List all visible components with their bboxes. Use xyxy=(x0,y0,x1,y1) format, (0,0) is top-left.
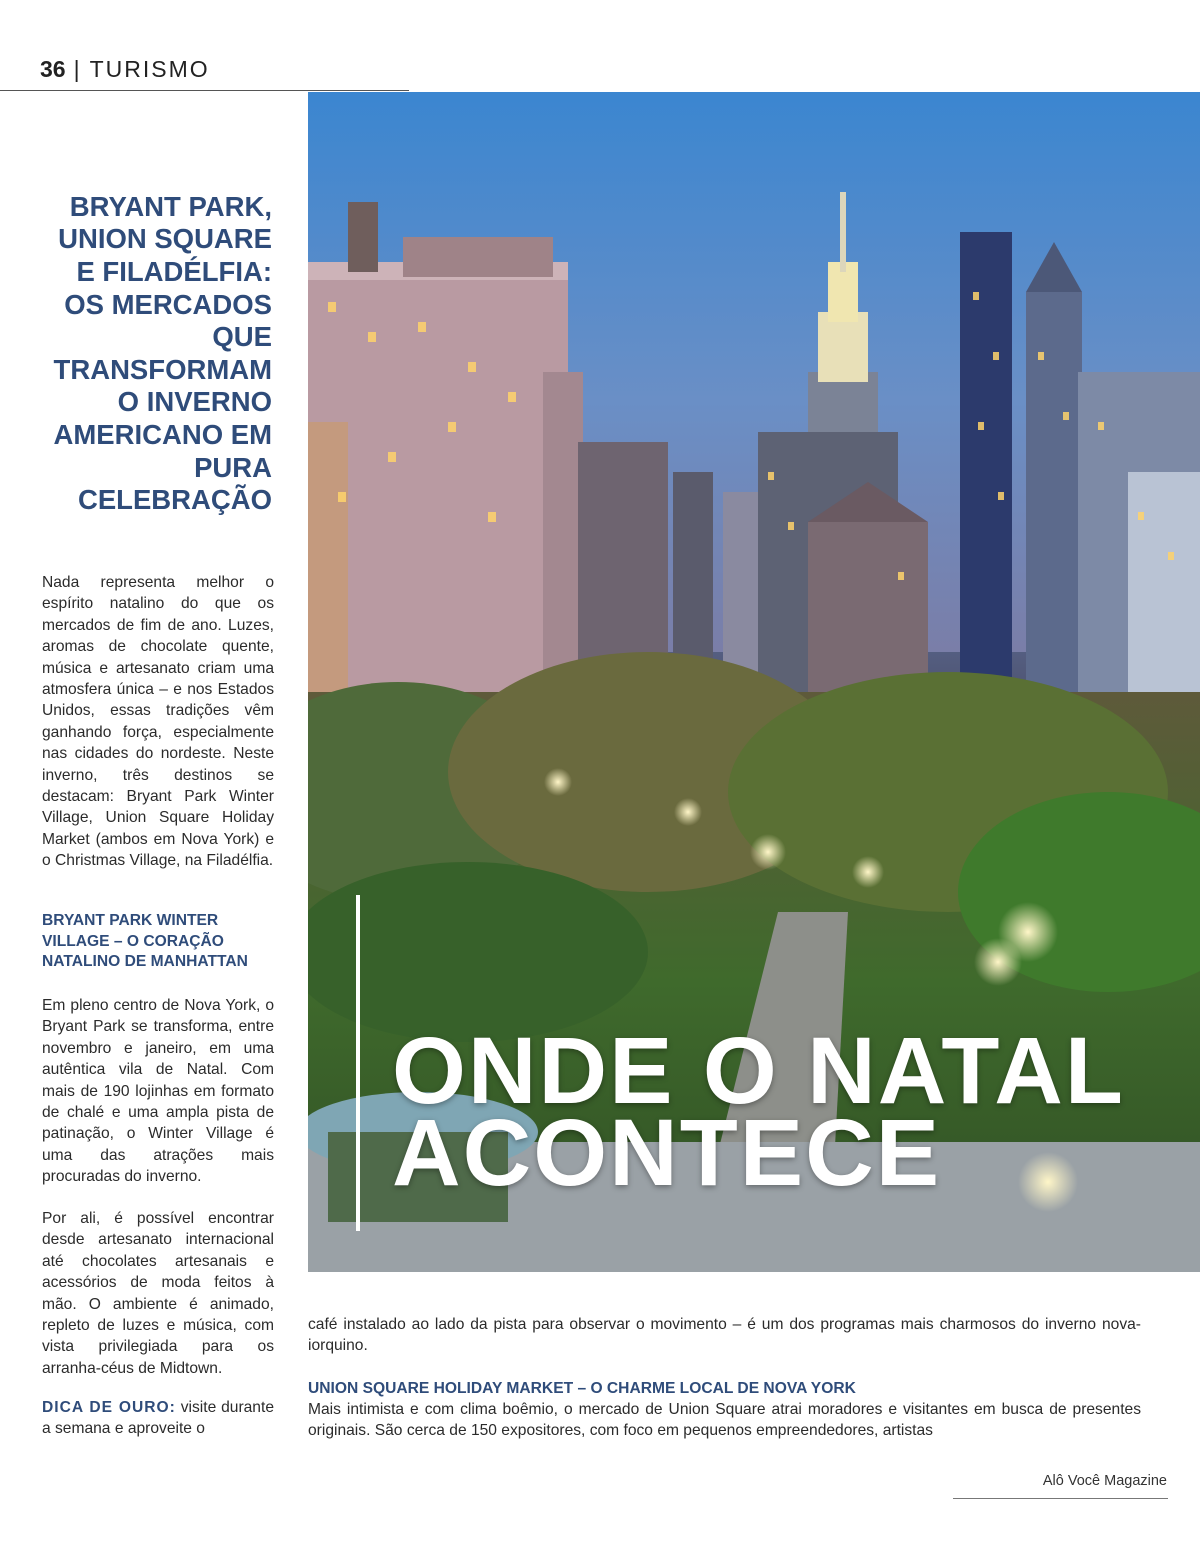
photo-title-line-1: ONDE O NATAL xyxy=(392,1018,1125,1124)
photo-title-accent-bar xyxy=(356,895,360,1231)
tip-text: visite durante a semana e aproveite o xyxy=(42,1399,274,1438)
bryant-park-paragraph-1: Em pleno centro de Nova York, o Bryant Park se transforma, entre novembro e janeiro, em uma autêntica vila de Natal. Com mais de 190 lojinhas em formato de chalé e uma ampla pista de patinação, o Winter Village é uma das atrações mais procuradas do inverno. xyxy=(42,997,274,1186)
union-square-paragraph: Mais intimista e com clima boêmio, o mercado de Union Square atrai moradores e visitantes em busca de presentes originais. São cerca de 150 expositores, com foco em pequenos empreendedores, artistas xyxy=(308,1401,1141,1440)
bryant-park-paragraph-2: Por ali, é possível encontrar desde artesanato internacional até chocolates artesanais e acessórios de moda feitos à mão. O ambiente é animado, repleto de luzes e música, com vista privilegiada para os arranha-céus de Midtown. xyxy=(42,1210,274,1377)
section-heading-union-square: UNION SQUARE HOLIDAY MARKET – O CHARME LOCAL DE NOVA YORK xyxy=(308,1380,856,1397)
magazine-footer: Alô Você Magazine xyxy=(1042,1473,1167,1489)
intro-paragraph: Nada representa melhor o espírito natalino do que os mercados de fim de ano. Luzes, aromas de chocolate quente, música e artesanato criam uma atmosfera única – e nos Estados Unidos, essas tradições vêm ganhando força, especialmente nas cidades do nordeste. Neste inverno, três destinos se destacam: Bryant Park Winter Village, Union Square Holiday Market (ambos em Nova York) e o Christmas Village, na Filadélfia. xyxy=(42,574,274,870)
page-header xyxy=(40,56,210,83)
tip-continuation: café instalado ao lado da pista para observar o movimento – é um dos programas mais charmosos do inverno nova-iorquino. xyxy=(308,1316,1141,1355)
footer-rule xyxy=(953,1498,1168,1499)
photo-title xyxy=(392,1018,1125,1206)
header-rule xyxy=(0,90,409,91)
photo-title-line-2: ACONTECE xyxy=(392,1100,942,1206)
tip-paragraph xyxy=(42,1397,274,1440)
article-headline: BRYANT PARK, UNION SQUARE E FILADÉLFIA: OS MERCADOS QUE TRANSFORMAM O INVERNO AMERICANO EM PURA CELEBRAÇÃO xyxy=(53,190,272,516)
tip-label: DICA DE OURO: xyxy=(42,1399,176,1416)
section-name: TURISMO xyxy=(89,56,210,82)
section-heading-bryant-park: BRYANT PARK WINTER VILLAGE – O CORAÇÃO NATALINO DE MANHATTAN xyxy=(42,912,248,970)
page-number: 36 xyxy=(40,56,66,82)
header-separator: | xyxy=(73,56,82,82)
